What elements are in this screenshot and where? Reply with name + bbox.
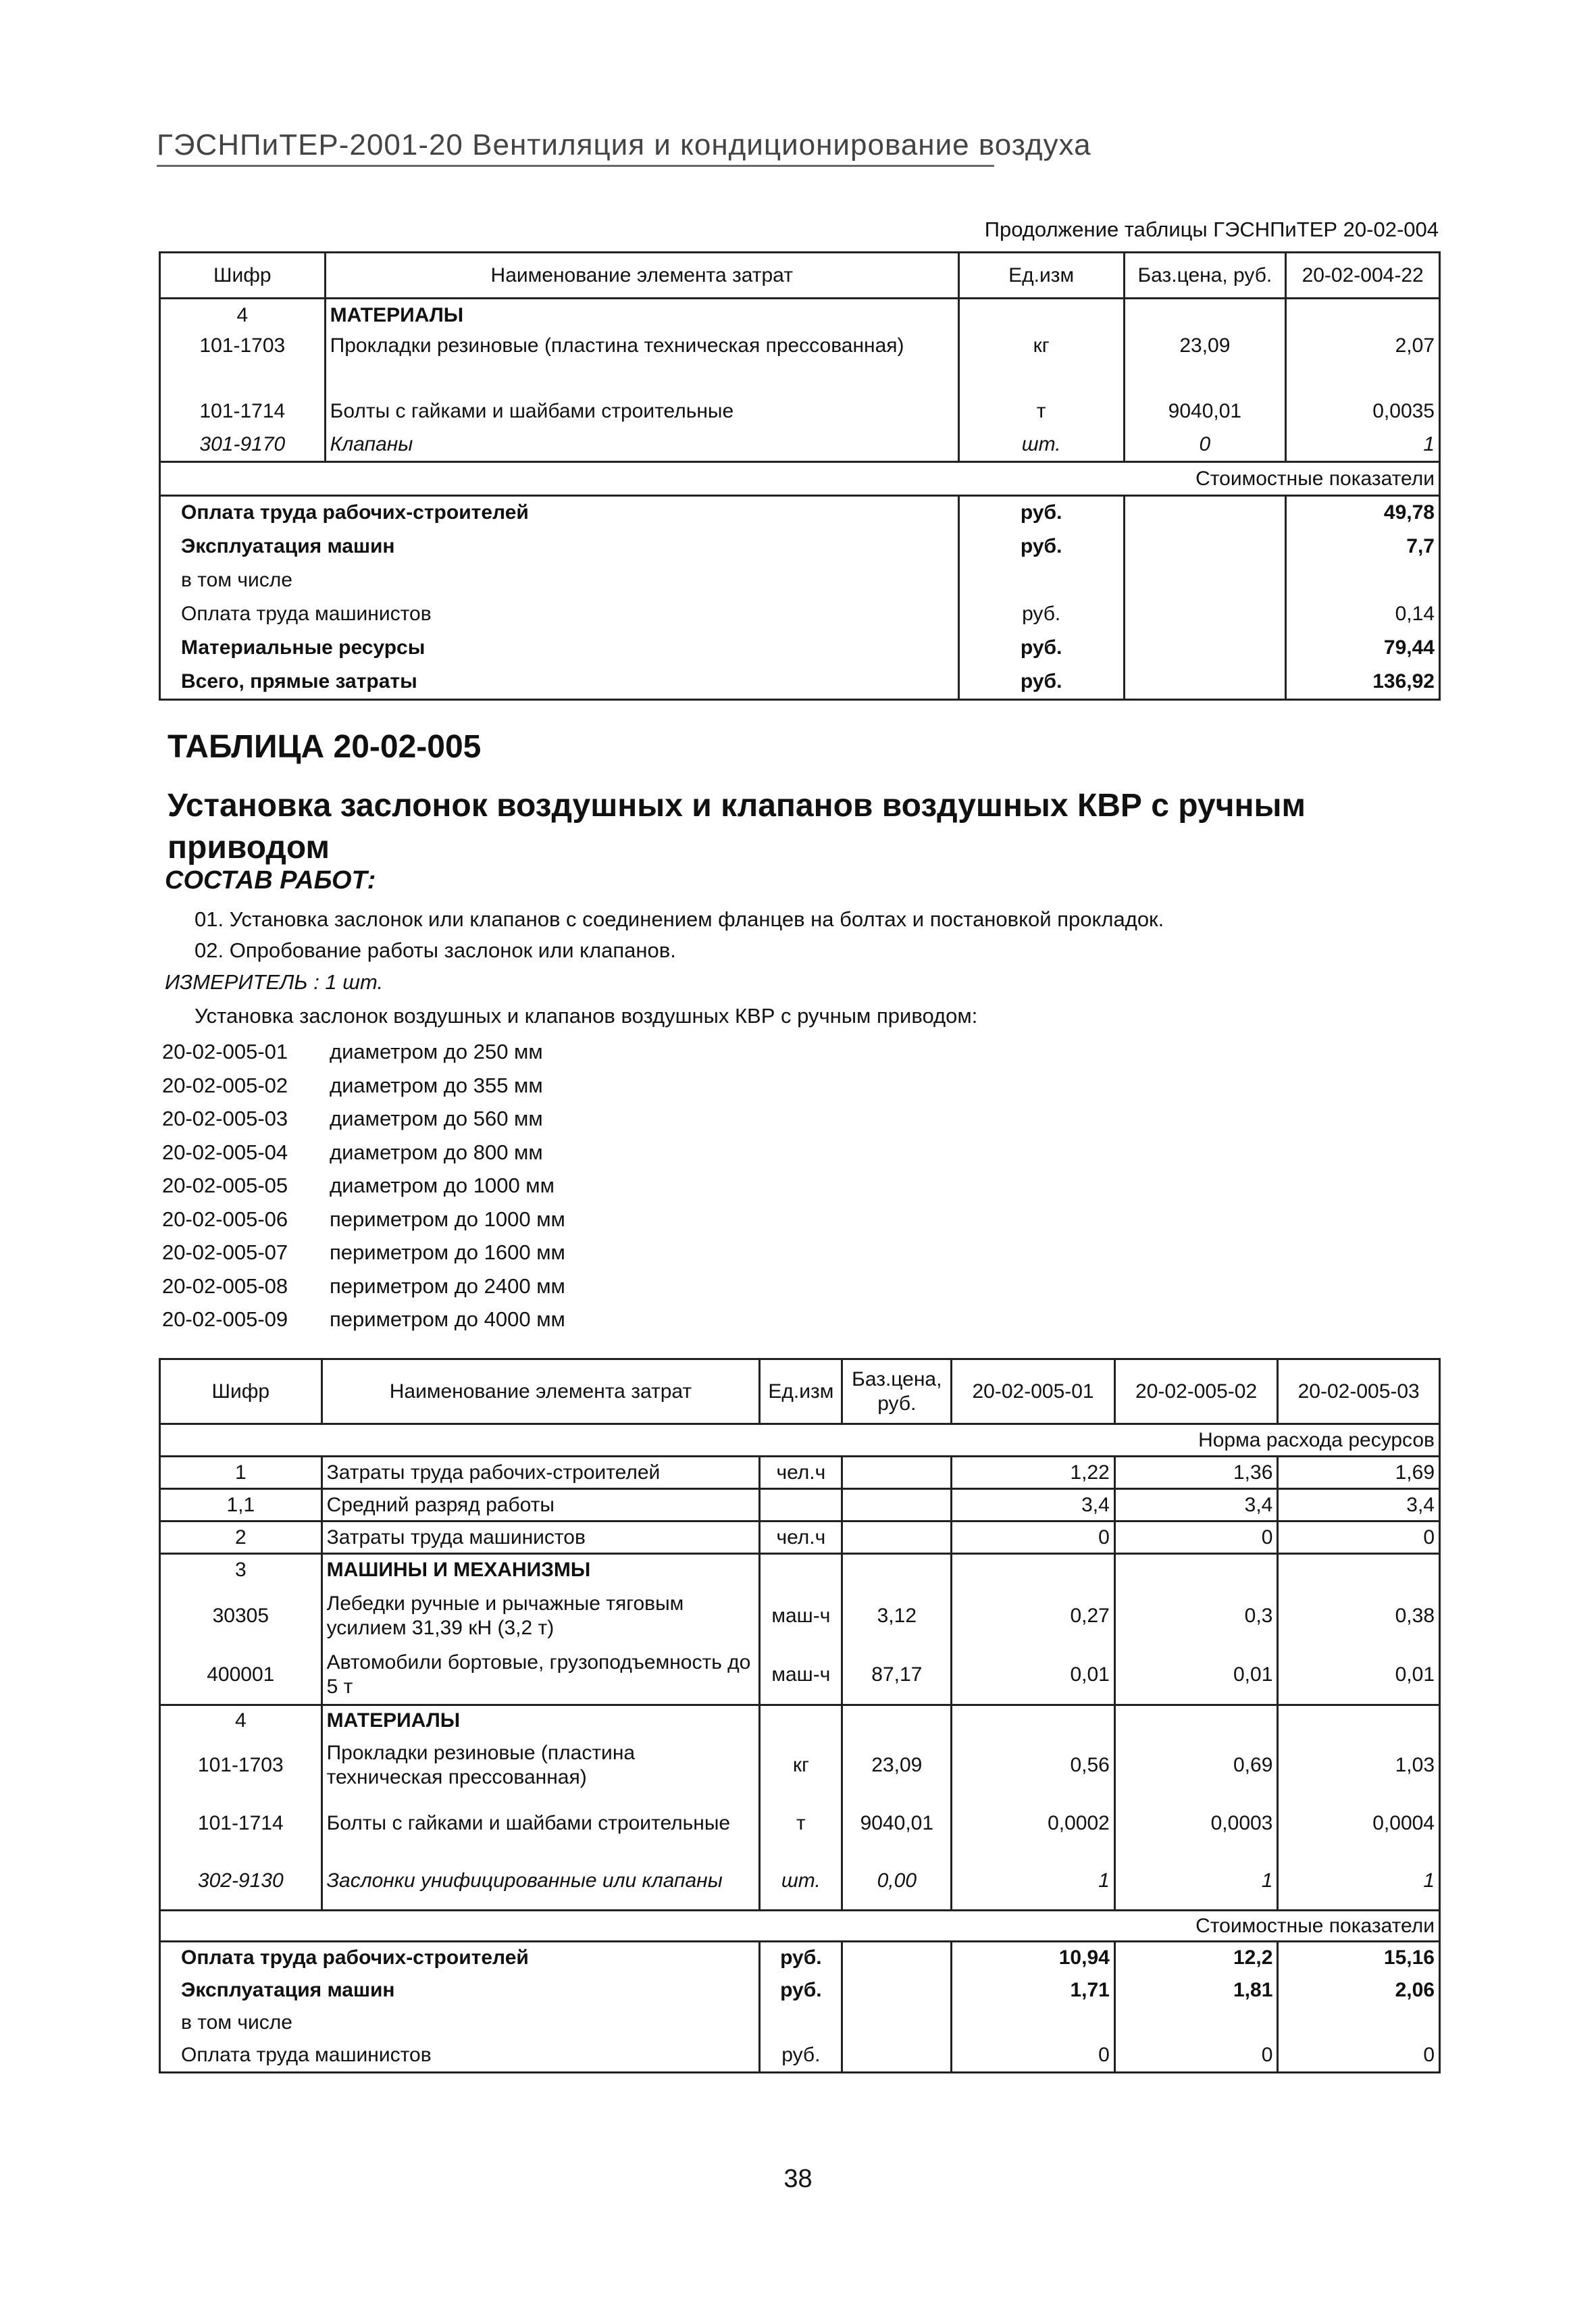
table-row xyxy=(160,332,1440,395)
row-code: 1 xyxy=(160,1457,322,1489)
row-code: 101-1703 xyxy=(160,332,326,395)
norm-header-row xyxy=(160,1424,1440,1457)
cost-row xyxy=(160,2007,1440,2039)
row-code: 30305 xyxy=(160,1586,322,1646)
cost-value-2: 12,2 xyxy=(1114,1942,1278,1974)
cost-price xyxy=(1124,563,1286,597)
row-value-1: 0,56 xyxy=(952,1736,1115,1794)
list-item xyxy=(162,1269,565,1303)
row-name: МАШИНЫ И МЕХАНИЗМЫ xyxy=(321,1554,760,1586)
section-subtitle: Установка заслонок воздушных и клапанов воздушных КВР с ручным приводом xyxy=(168,788,1306,865)
cost-value-3: 15,16 xyxy=(1278,1942,1440,1974)
row-value-3: 0 xyxy=(1278,1521,1440,1554)
description: диаметром до 1000 мм xyxy=(330,1174,555,1197)
resource-table-20-02-004 xyxy=(159,251,1441,701)
code: 20-02-005-08 xyxy=(162,1274,288,1298)
row-price xyxy=(1124,299,1286,332)
cost-name: Всего, прямые затраты xyxy=(160,665,959,700)
row-unit: шт. xyxy=(760,1853,842,1911)
row-name: Прокладки резиновые (пластина техническая прессованная) xyxy=(325,332,958,395)
header-unit: Ед.изм xyxy=(958,253,1124,299)
description: периметром до 1000 мм xyxy=(330,1207,565,1231)
code: 20-02-005-02 xyxy=(162,1073,288,1097)
row-value xyxy=(1286,299,1440,332)
row-name: Средний разряд работы xyxy=(321,1489,760,1521)
code: 20-02-005-05 xyxy=(162,1174,288,1197)
row-code: 3 xyxy=(160,1554,322,1586)
row-name: Заслонки унифицированные или клапаны xyxy=(321,1853,760,1911)
row-name: Болты с гайками и шайбами строительные xyxy=(325,395,958,428)
row-value-2: 3,4 xyxy=(1114,1489,1278,1521)
list-item xyxy=(162,1069,565,1103)
list-item xyxy=(162,1236,565,1269)
table-row xyxy=(160,1853,1440,1911)
row-value-1 xyxy=(952,1705,1115,1736)
cost-row xyxy=(160,2039,1440,2073)
cost-header-row xyxy=(160,462,1440,496)
row-value: 0,0035 xyxy=(1286,395,1440,428)
list-item xyxy=(162,1035,565,1069)
description: диаметром до 355 мм xyxy=(330,1073,543,1097)
row-name: Затраты труда рабочих-строителей xyxy=(321,1457,760,1489)
cost-name: Оплата труда машинистов xyxy=(160,597,959,631)
list-item xyxy=(162,1303,565,1336)
row-value: 2,07 xyxy=(1286,332,1440,395)
description: диаметром до 250 мм xyxy=(330,1040,543,1063)
row-unit: т xyxy=(958,395,1124,428)
code: 20-02-005-01 xyxy=(162,1040,288,1063)
cost-header-row xyxy=(160,1911,1440,1942)
table-row xyxy=(160,299,1440,332)
list-item xyxy=(162,1169,565,1203)
cost-row xyxy=(160,530,1440,563)
description: диаметром до 800 мм xyxy=(330,1140,543,1164)
cost-unit: руб. xyxy=(958,631,1124,665)
row-value-2: 0,01 xyxy=(1114,1646,1278,1705)
row-unit xyxy=(760,1705,842,1736)
row-price: 23,09 xyxy=(842,1736,952,1794)
cost-value-1 xyxy=(952,2007,1115,2039)
list-item xyxy=(162,1136,565,1169)
header-column-3: 20-02-005-03 xyxy=(1278,1359,1440,1424)
cost-price xyxy=(1124,665,1286,700)
cost-value: 0,14 xyxy=(1286,597,1440,631)
cost-row xyxy=(160,1974,1440,2007)
row-price: 3,12 xyxy=(842,1586,952,1646)
section-title: ТАБЛИЦА 20-02-005 xyxy=(168,729,482,765)
description: диаметром до 560 мм xyxy=(330,1107,543,1130)
cost-value-2: 0 xyxy=(1114,2039,1278,2073)
cost-value-2 xyxy=(1114,2007,1278,2039)
code: 20-02-005-03 xyxy=(162,1107,288,1130)
list-item xyxy=(162,1203,565,1236)
resource-table-20-02-005 xyxy=(159,1358,1441,2073)
work-composition-label: СОСТАВ РАБОТ: xyxy=(165,866,376,895)
table-row xyxy=(160,1457,1440,1489)
cost-price xyxy=(1124,631,1286,665)
cost-name: в том числе xyxy=(160,563,959,597)
row-value-2: 0,69 xyxy=(1114,1736,1278,1794)
row-value-1: 0,01 xyxy=(952,1646,1115,1705)
row-price xyxy=(842,1489,952,1521)
row-value-3: 0,01 xyxy=(1278,1646,1440,1705)
row-value-1: 0,27 xyxy=(952,1586,1115,1646)
cost-name: Оплата труда рабочих-строителей xyxy=(160,496,959,530)
table-header-row xyxy=(160,1359,1440,1424)
cost-row xyxy=(160,496,1440,530)
row-name: Клапаны xyxy=(325,428,958,462)
table-row xyxy=(160,1705,1440,1736)
cost-unit: руб. xyxy=(958,665,1124,700)
cost-unit xyxy=(958,563,1124,597)
row-unit: т xyxy=(760,1794,842,1853)
cost-row xyxy=(160,631,1440,665)
operation-item: 02. Опробование работы заслонок или клапанов. xyxy=(195,938,676,962)
row-value-2 xyxy=(1114,1705,1278,1736)
cost-value-1: 10,94 xyxy=(952,1942,1115,1974)
page-number: 38 xyxy=(783,2165,813,2193)
cost-value-1: 1,71 xyxy=(952,1974,1115,2007)
row-price: 9040,01 xyxy=(842,1794,952,1853)
header-name: Наименование элемента затрат xyxy=(321,1359,760,1424)
description: периметром до 4000 мм xyxy=(330,1307,565,1331)
row-value-1: 1,22 xyxy=(952,1457,1115,1489)
cost-unit: руб. xyxy=(958,530,1124,563)
row-code: 2 xyxy=(160,1521,322,1554)
row-unit: маш-ч xyxy=(760,1586,842,1646)
row-unit: шт. xyxy=(958,428,1124,462)
header-column-2: 20-02-005-02 xyxy=(1114,1359,1278,1424)
row-price xyxy=(842,1554,952,1586)
row-unit: кг xyxy=(760,1736,842,1794)
header-price: Баз.цена, руб. xyxy=(1124,253,1286,299)
unit-of-measure: ИЗМЕРИТЕЛЬ : 1 шт. xyxy=(165,970,384,994)
row-value-3 xyxy=(1278,1554,1440,1586)
row-value-3: 3,4 xyxy=(1278,1489,1440,1521)
cost-unit: руб. xyxy=(760,2039,842,2073)
cost-value-3: 0 xyxy=(1278,2039,1440,2073)
row-code: 1,1 xyxy=(160,1489,322,1521)
cost-price xyxy=(842,2039,952,2073)
cost-value-1: 0 xyxy=(952,2039,1115,2073)
table-row xyxy=(160,1586,1440,1646)
row-value-3: 1 xyxy=(1278,1853,1440,1911)
row-value-1: 3,4 xyxy=(952,1489,1115,1521)
cost-price xyxy=(1124,597,1286,631)
table-row xyxy=(160,1554,1440,1586)
cost-name: в том числе xyxy=(160,2007,760,2039)
row-value-3: 1,69 xyxy=(1278,1457,1440,1489)
cost-price xyxy=(842,1974,952,2007)
row-price: 87,17 xyxy=(842,1646,952,1705)
cost-unit: руб. xyxy=(760,1974,842,2007)
row-name: Лебедки ручные и рычажные тяговым усилием 31,39 кН (3,2 т) xyxy=(321,1586,760,1646)
row-unit xyxy=(760,1489,842,1521)
table-row xyxy=(160,395,1440,428)
row-price: 0,00 xyxy=(842,1853,952,1911)
header-price: Баз.цена, руб. xyxy=(842,1359,952,1424)
cost-unit xyxy=(760,2007,842,2039)
row-name: МАТЕРИАЛЫ xyxy=(321,1705,760,1736)
cost-price xyxy=(1124,496,1286,530)
row-code: 4 xyxy=(160,299,326,332)
description: периметром до 1600 мм xyxy=(330,1240,565,1264)
cost-indicators-header: Стоимостные показатели xyxy=(160,462,1440,496)
row-value-1: 0 xyxy=(952,1521,1115,1554)
table-row xyxy=(160,1489,1440,1521)
cost-value: 136,92 xyxy=(1286,665,1440,700)
codes-intro: Установка заслонок воздушных и клапанов воздушных КВР с ручным приводом: xyxy=(195,1004,978,1028)
row-name: МАТЕРИАЛЫ xyxy=(325,299,958,332)
cost-value-3: 2,06 xyxy=(1278,1974,1440,2007)
row-code: 101-1703 xyxy=(160,1736,322,1794)
row-value: 1 xyxy=(1286,428,1440,462)
table-row xyxy=(160,1736,1440,1794)
row-price xyxy=(842,1705,952,1736)
cost-row xyxy=(160,665,1440,700)
operation-item: 01. Установка заслонок или клапанов с соединением фланцев на болтах и постановкой прокладок. xyxy=(195,907,1164,931)
header-column: 20-02-004-22 xyxy=(1286,253,1440,299)
cost-name: Материальные ресурсы xyxy=(160,631,959,665)
cost-value-2: 1,81 xyxy=(1114,1974,1278,2007)
header-column-1: 20-02-005-01 xyxy=(952,1359,1115,1424)
row-value-2: 0,3 xyxy=(1114,1586,1278,1646)
row-value-2: 1 xyxy=(1114,1853,1278,1911)
row-code: 400001 xyxy=(160,1646,322,1705)
row-name: Болты с гайками и шайбами строительные xyxy=(321,1794,760,1853)
code: 20-02-005-07 xyxy=(162,1240,288,1264)
row-code: 301-9170 xyxy=(160,428,326,462)
row-code: 101-1714 xyxy=(160,1794,322,1853)
row-name: Автомобили бортовые, грузоподъемность до 5 т xyxy=(321,1646,760,1705)
row-code: 101-1714 xyxy=(160,395,326,428)
row-unit: маш-ч xyxy=(760,1646,842,1705)
table-row xyxy=(160,1794,1440,1853)
cost-value-3 xyxy=(1278,2007,1440,2039)
row-value-3: 1,03 xyxy=(1278,1736,1440,1794)
table-continuation-note: Продолжение таблицы ГЭСНПиТЕР 20-02-004 xyxy=(984,218,1439,241)
row-price xyxy=(842,1521,952,1554)
cost-row xyxy=(160,563,1440,597)
cost-price xyxy=(1124,530,1286,563)
row-value-2: 1,36 xyxy=(1114,1457,1278,1489)
cost-value: 79,44 xyxy=(1286,631,1440,665)
row-unit: чел.ч xyxy=(760,1521,842,1554)
cost-name: Оплата труда машинистов xyxy=(160,2039,760,2073)
row-unit xyxy=(958,299,1124,332)
table-row xyxy=(160,1521,1440,1554)
cost-value xyxy=(1286,563,1440,597)
code: 20-02-005-04 xyxy=(162,1140,288,1164)
row-value-2: 0 xyxy=(1114,1521,1278,1554)
cost-indicators-header: Стоимостные показатели xyxy=(160,1911,1440,1942)
running-header: ГЭСНПиТЕР-2001-20 Вентиляция и кондиционирование воздуха xyxy=(157,128,994,167)
operations-list xyxy=(195,904,1164,966)
cost-unit: руб. xyxy=(760,1942,842,1974)
cost-row xyxy=(160,1942,1440,1974)
table-header-row xyxy=(160,253,1440,299)
cost-row xyxy=(160,597,1440,631)
cost-name: Оплата труда рабочих-строителей xyxy=(160,1942,760,1974)
row-name: Затраты труда машинистов xyxy=(321,1521,760,1554)
codes-list xyxy=(162,1035,565,1336)
table-row xyxy=(160,1646,1440,1705)
row-price: 0 xyxy=(1124,428,1286,462)
row-value-1: 0,0002 xyxy=(952,1794,1115,1853)
cost-name: Эксплуатация машин xyxy=(160,1974,760,2007)
table-row xyxy=(160,428,1440,462)
cost-value: 49,78 xyxy=(1286,496,1440,530)
row-code: 302-9130 xyxy=(160,1853,322,1911)
row-unit: кг xyxy=(958,332,1124,395)
row-name: Прокладки резиновые (пластина техническая прессованная) xyxy=(321,1736,760,1794)
row-code: 4 xyxy=(160,1705,322,1736)
header-code: Шифр xyxy=(160,1359,322,1424)
cost-price xyxy=(842,1942,952,1974)
header-unit: Ед.изм xyxy=(760,1359,842,1424)
list-item xyxy=(162,1102,565,1136)
header-code: Шифр xyxy=(160,253,326,299)
row-value-1 xyxy=(952,1554,1115,1586)
row-price xyxy=(842,1457,952,1489)
code: 20-02-005-06 xyxy=(162,1207,288,1231)
row-value-2: 0,0003 xyxy=(1114,1794,1278,1853)
row-price: 9040,01 xyxy=(1124,395,1286,428)
cost-price xyxy=(842,2007,952,2039)
row-value-3 xyxy=(1278,1705,1440,1736)
row-value-2 xyxy=(1114,1554,1278,1586)
row-price: 23,09 xyxy=(1124,332,1286,395)
row-value-3: 0,38 xyxy=(1278,1586,1440,1646)
cost-unit: руб. xyxy=(958,597,1124,631)
row-unit: чел.ч xyxy=(760,1457,842,1489)
norm-header: Норма расхода ресурсов xyxy=(160,1424,1440,1457)
row-unit xyxy=(760,1554,842,1586)
code: 20-02-005-09 xyxy=(162,1307,288,1331)
cost-value: 7,7 xyxy=(1286,530,1440,563)
row-value-3: 0,0004 xyxy=(1278,1794,1440,1853)
cost-name: Эксплуатация машин xyxy=(160,530,959,563)
header-name: Наименование элемента затрат xyxy=(325,253,958,299)
description: периметром до 2400 мм xyxy=(330,1274,565,1298)
cost-unit: руб. xyxy=(958,496,1124,530)
row-value-1: 1 xyxy=(952,1853,1115,1911)
